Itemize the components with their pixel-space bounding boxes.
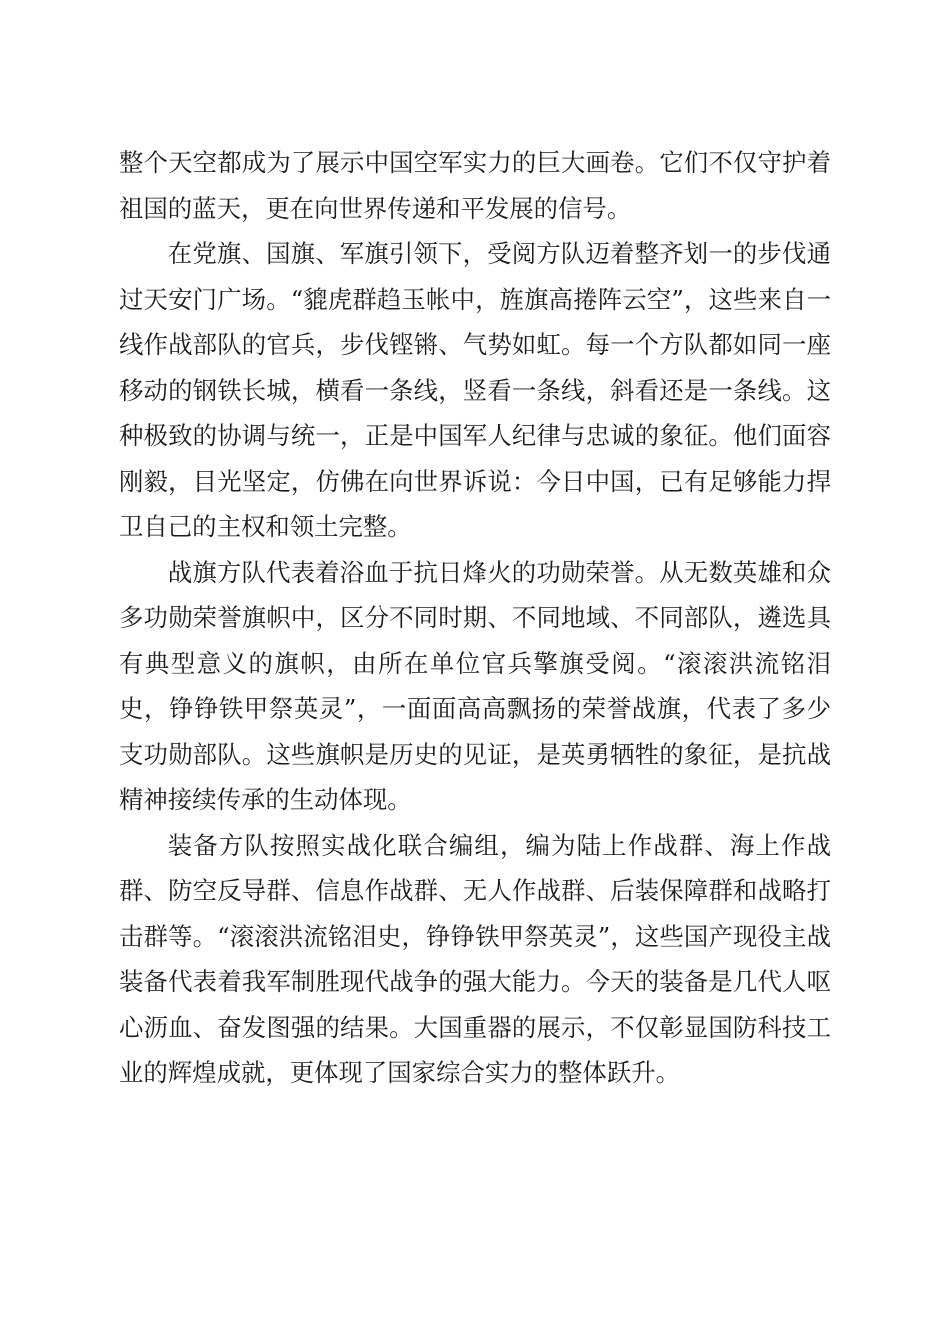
paragraph-sky: 整个天空都成为了展示中国空军实力的巨大画卷。它们不仅守护着祖国的蓝天，更在向世界传递和平发展的信号。 bbox=[119, 148, 831, 223]
paragraph-equipment-formation: 装备方队按照实战化联合编组，编为陆上作战群、海上作战群、防空反导群、信息作战群、无人作战群、后装保障群和战略打击群等。“滚滚洪流铭泪史，铮铮铁甲祭英灵”，这些国产现役主战装备代表着我军制胜现代战争的强大能力。今天的装备是几代人呕心沥血、奋发图强的结果。大国重器的展示，不仅彰显国防科技工业的辉煌成就，更体现了国家综合实力的整体跃升。 bbox=[119, 830, 831, 1087]
paragraph-flag-formation: 战旗方队代表着浴血于抗日烽火的功勋荣誉。从无数英雄和众多功勋荣誉旗帜中，区分不同时期、不同地域、不同部队，遴选具有典型意义的旗帜，由所在单位官兵擎旗受阅。“滚滚洪流铭泪史，铮铮铁甲祭英灵”，一面面高高飘扬的荣誉战旗，代表了多少支功勋部队。这些旗帜是历史的见证，是英勇牺牲的象征，是抗战精神接续传承的生动体现。 bbox=[119, 557, 831, 814]
paragraph-marching-formations: 在党旗、国旗、军旗引领下，受阅方队迈着整齐划一的步伐通过天安门广场。“貔虎群趋玉帐中，旌旗高捲阵云空”，这些来自一线作战部队的官兵，步伐铿锵、气势如虹。每一个方队都如同一座移动的钢铁长城，横看一条线，竖看一条线，斜看还是一条线。这种极致的协调与统一，正是中国军人纪律与忠诚的象征。他们面容刚毅，目光坚定，仿佛在向世界诉说：今日中国，已有足够能力捍卫自己的主权和领土完整。 bbox=[119, 239, 831, 541]
document-body bbox=[119, 140, 831, 1096]
